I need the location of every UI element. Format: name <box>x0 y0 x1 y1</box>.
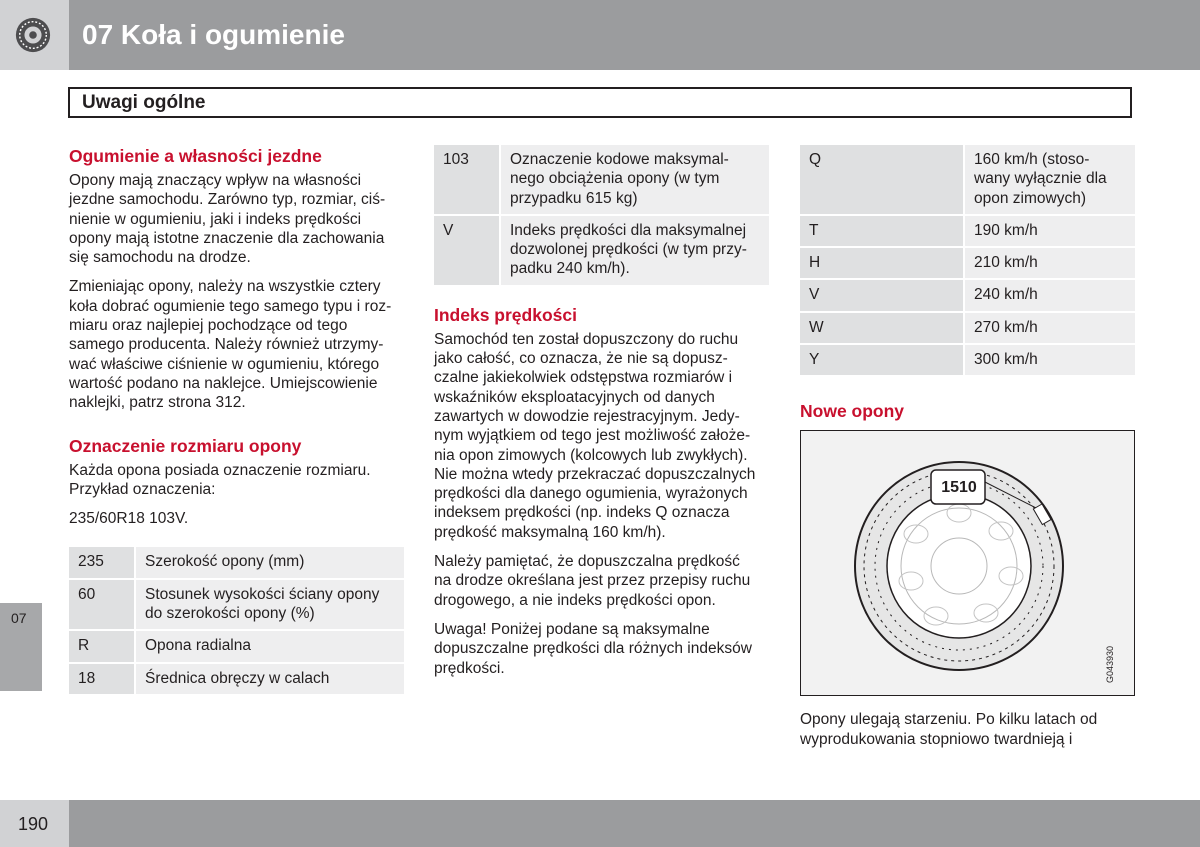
table-row: V 240 km/h <box>800 280 1135 310</box>
column-2 <box>434 145 769 688</box>
heading-size-marking: Oznaczenie rozmiaru opony <box>69 435 302 456</box>
chapter-side-tab <box>0 603 42 691</box>
tire-date-code-callout: 1510 <box>941 479 977 497</box>
section-title: Uwagi ogólne <box>82 92 206 113</box>
header-logo-box <box>0 0 69 70</box>
heading-new-tires: Nowe opony <box>800 401 905 422</box>
table-row: T 190 km/h <box>800 216 1135 246</box>
figure-code: G043930 <box>1104 646 1115 684</box>
table-row: H 210 km/h <box>800 248 1135 278</box>
chapter-title: 07 Koła i ogumienie <box>82 19 345 50</box>
table-row: Q 160 km/h (stoso- wany wyłącznie dla opon zimowych) <box>800 145 1135 214</box>
tire-icon <box>14 16 52 54</box>
paragraph: Samochód ten został dopuszczony do ruchu jako całość, co oznacza, że nie są dopusz- czalne jakiekolwiek odstępstwa rozmiarów i wskaźników eksploatacyjnych od danych zawartych w dowodzie rejestracyjnym. Jedy- nym wyjątkiem od tego jest możliwość założe- nia opon zimowych (kolcowych lub zwykłych). Nie można wtedy przekraczać dopuszczalnych prędkości dla danego ogumienia, wyrażonych indeksem prędkości (np. indeks Q oznacza prędkość maksymalną 160 km/h). <box>434 330 756 541</box>
tire-drawing <box>801 431 1134 695</box>
paragraph: Zmieniając opony, należy na wszystkie cztery koła dobrać ogumienie tego samego typu i roz- miaru oraz najlepiej pochodzące od tego samego producenta. Należy również utrzymy- wać właściwe ciśnienie w ogumieniu, którego wartość podano na naklejce. Umiejscowienie naklejki, patrz strona 312. <box>69 278 392 412</box>
column-1 <box>69 145 404 696</box>
paragraph: Opony ulegają starzeniu. Po kilku latach od wyprodukowania stopniowo twardnieją i <box>800 711 1098 748</box>
table-row: Y 300 km/h <box>800 345 1135 375</box>
paragraph: Każda opona posiada oznaczenie rozmiaru. Przykład oznaczenia: <box>69 461 371 498</box>
footer-bar <box>69 800 1200 847</box>
speed-table <box>800 143 1135 377</box>
table-row: R Opona radialna <box>69 631 404 661</box>
table-row: 18 Średnica obręczy w calach <box>69 664 404 694</box>
heading-tire-properties: Ogumienie a własności jezdne <box>69 146 322 166</box>
page-number: 190 <box>18 814 49 834</box>
size-table <box>69 545 404 695</box>
paragraph: Uwaga! Poniżej podane są maksymalne dopuszczalne prędkości dla różnych indeksów prędkości. <box>434 620 752 677</box>
table-row: 60 Stosunek wysokości ściany opony do szerokości opony (%) <box>69 580 404 630</box>
section-header <box>68 87 1132 118</box>
code-table <box>434 143 769 287</box>
table-row: V Indeks prędkości dla maksymalnej dozwolonej prędkości (w tym przy- padku 240 km/h). <box>434 216 769 285</box>
heading-speed-index: Indeks prędkości <box>434 304 577 325</box>
paragraph: Należy pamiętać, że dopuszczalna prędkość na drodze określana jest przez przepisy ruchu drogowego, a nie indeks prędkości opon. <box>434 553 751 609</box>
paragraph: Opony mają znaczący wpływ na własności jezdne samochodu. Zarówno typ, rozmiar, ciś- nienie w ogumieniu, jaki i indeks prędkości opony mają istotne znaczenie dla zachowania się samochodu na drodze. <box>69 172 386 267</box>
side-tab-label: 07 <box>11 610 27 626</box>
table-row: 235 Szerokość opony (mm) <box>69 547 404 577</box>
paragraph-example: 235/60R18 103V. <box>69 510 189 528</box>
column-3 <box>800 145 1135 759</box>
table-row: 103 Oznaczenie kodowe maksymal- nego obciążenia opony (w tym przypadku 615 kg) <box>434 145 769 214</box>
tire-illustration <box>800 430 1135 696</box>
table-row: W 270 km/h <box>800 313 1135 343</box>
